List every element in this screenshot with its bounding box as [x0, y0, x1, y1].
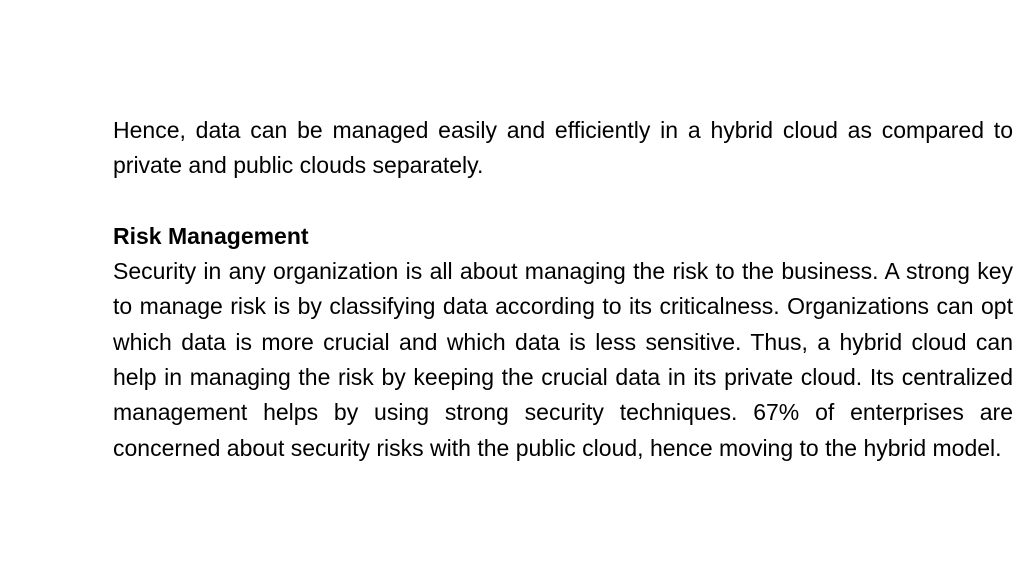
document-page [113, 113, 1013, 466]
intro-paragraph: Hence, data can be managed easily and efficiently in a hybrid cloud as compared to private and public clouds separately. [113, 117, 1013, 179]
section-heading: Risk Management [113, 222, 309, 249]
section-paragraph: Security in any organization is all about managing the risk to the business. A strong key to manage risk is by classifying data according to its criticalness. Organizations can opt which data is more crucial and which data is less sensitive. Thus, a hybrid cloud can help in managing the risk by keeping the crucial data in its private cloud. Its centralized management helps by using strong security techniques. 67% of enterprises are concerned about security risks with the public cloud, hence moving to the hybrid model. [113, 258, 1013, 461]
paragraph-spacer [113, 184, 1013, 219]
